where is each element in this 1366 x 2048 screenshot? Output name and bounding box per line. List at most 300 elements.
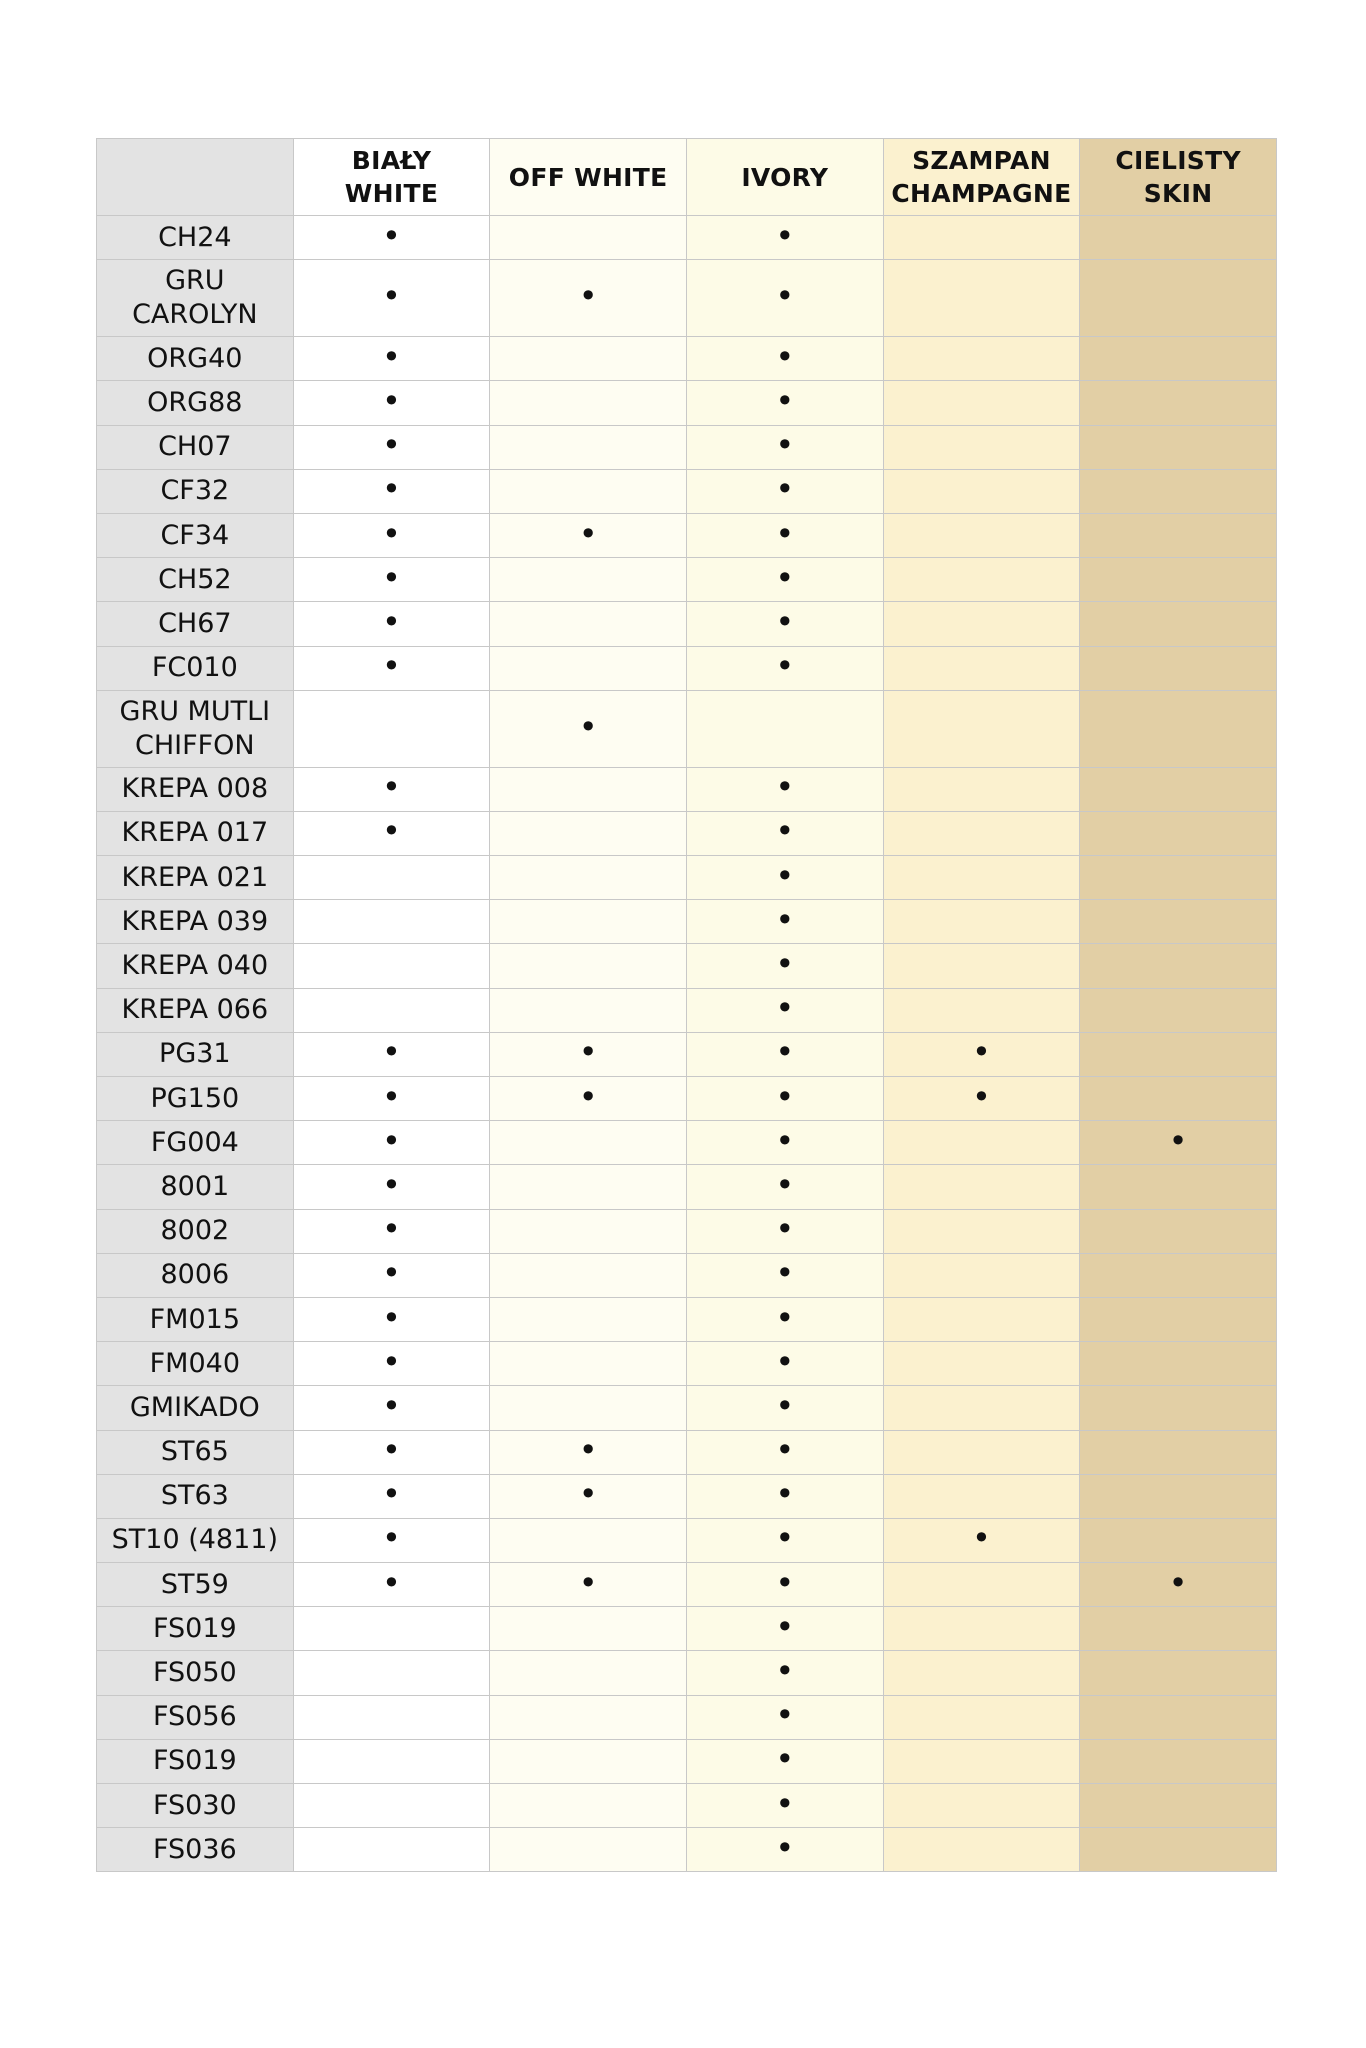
availability-cell — [490, 602, 687, 646]
availability-dot: • — [775, 381, 795, 420]
availability-dot: • — [775, 900, 795, 939]
availability-cell — [1080, 260, 1277, 337]
fabric-name: FG004 — [150, 1126, 239, 1158]
fabric-name: CF34 — [160, 519, 230, 551]
fabric-name-cell — [97, 1518, 294, 1562]
table-row — [97, 513, 1277, 557]
availability-cell — [1080, 856, 1277, 900]
fabric-name-cell — [97, 767, 294, 811]
availability-cell — [490, 1121, 687, 1165]
availability-cell — [686, 856, 883, 900]
fabric-name-cell — [97, 425, 294, 469]
fabric-name: ORG40 — [147, 342, 243, 374]
availability-cell — [686, 602, 883, 646]
availability-dot: • — [775, 337, 795, 376]
availability-dot: • — [775, 1298, 795, 1337]
fabric-name-cell — [97, 1165, 294, 1209]
availability-dot: • — [775, 856, 795, 895]
fabric-name-cell — [97, 856, 294, 900]
availability-cell — [293, 1077, 490, 1121]
availability-cell — [490, 1695, 687, 1739]
table-row — [97, 1563, 1277, 1607]
fabric-name-cell — [97, 1651, 294, 1695]
availability-cell — [1080, 558, 1277, 602]
availability-cell — [686, 1828, 883, 1872]
availability-cell — [490, 1739, 687, 1783]
availability-cell — [883, 602, 1080, 646]
fabric-name: 8006 — [160, 1259, 230, 1291]
availability-dot: • — [382, 1519, 401, 1558]
fabric-name-cell — [97, 1386, 294, 1430]
fabric-name: PG150 — [150, 1082, 240, 1114]
availability-cell — [293, 1297, 490, 1341]
table-row — [97, 1474, 1277, 1518]
table-row — [97, 646, 1277, 690]
availability-cell — [490, 425, 687, 469]
availability-dot: • — [775, 470, 795, 509]
availability-cell — [1080, 1209, 1277, 1253]
availability-dot: • — [1168, 1121, 1188, 1160]
availability-dot: • — [775, 647, 795, 686]
fabric-name: PG31 — [159, 1038, 231, 1070]
fabric-name-cell — [97, 1430, 294, 1474]
availability-cell — [883, 1077, 1080, 1121]
availability-cell — [293, 900, 490, 944]
availability-dot: • — [775, 216, 795, 255]
availability-dot: • — [578, 707, 598, 746]
availability-cell — [686, 988, 883, 1032]
availability-dot: • — [382, 470, 401, 509]
availability-cell — [490, 690, 687, 767]
fabric-name: GMIKADO — [129, 1391, 260, 1423]
fabric-name-cell — [97, 216, 294, 260]
availability-cell — [883, 1165, 1080, 1209]
availability-cell — [1080, 1165, 1277, 1209]
availability-cell — [686, 1695, 883, 1739]
availability-cell — [686, 1386, 883, 1430]
fabric-name: KREPA 066 — [121, 994, 269, 1026]
fabric-name: KREPA 040 — [121, 950, 269, 982]
fabric-name-cell — [97, 381, 294, 425]
availability-cell — [1080, 1695, 1277, 1739]
availability-cell — [1080, 1342, 1277, 1386]
availability-dot: • — [775, 1033, 795, 1072]
availability-cell — [293, 1563, 490, 1607]
availability-dot: • — [382, 514, 401, 553]
availability-cell — [686, 1474, 883, 1518]
availability-cell — [293, 1518, 490, 1562]
availability-cell — [686, 381, 883, 425]
availability-cell — [490, 469, 687, 513]
availability-cell — [490, 767, 687, 811]
availability-dot: • — [382, 1121, 401, 1160]
availability-cell — [490, 216, 687, 260]
table-row — [97, 558, 1277, 602]
table-row — [97, 1828, 1277, 1872]
availability-cell — [293, 1209, 490, 1253]
table-row — [97, 811, 1277, 855]
availability-cell — [490, 381, 687, 425]
fabric-name-cell — [97, 469, 294, 513]
availability-dot: • — [382, 1254, 401, 1293]
table-row — [97, 469, 1277, 513]
header-cielisty-skin: CIELISTY SKIN — [1080, 139, 1277, 216]
availability-dot: • — [775, 514, 795, 553]
availability-dot: • — [1168, 1563, 1188, 1602]
availability-cell — [883, 1651, 1080, 1695]
availability-cell — [686, 425, 883, 469]
availability-dot: • — [578, 1033, 598, 1072]
availability-cell — [293, 1474, 490, 1518]
availability-cell — [686, 558, 883, 602]
availability-dot: • — [775, 1431, 795, 1470]
fabric-name: FM015 — [149, 1303, 241, 1335]
availability-dot: • — [578, 1431, 598, 1470]
availability-dot: • — [382, 1386, 401, 1425]
fabric-name: FC010 — [151, 652, 238, 684]
availability-cell — [686, 1077, 883, 1121]
availability-cell — [686, 216, 883, 260]
availability-cell — [883, 260, 1080, 337]
availability-cell — [686, 646, 883, 690]
availability-cell — [490, 337, 687, 381]
availability-cell — [1080, 1032, 1277, 1076]
fabric-name-cell — [97, 260, 294, 337]
availability-cell — [883, 337, 1080, 381]
availability-cell — [490, 646, 687, 690]
availability-cell — [883, 381, 1080, 425]
availability-dot: • — [382, 768, 401, 807]
availability-cell — [883, 513, 1080, 557]
availability-cell — [883, 1297, 1080, 1341]
availability-cell — [490, 1386, 687, 1430]
fabric-name: GRU — [165, 265, 225, 297]
availability-dot: • — [775, 989, 795, 1028]
fabric-name-cell — [97, 988, 294, 1032]
availability-cell — [686, 337, 883, 381]
availability-cell — [293, 1739, 490, 1783]
table-row — [97, 602, 1277, 646]
availability-cell — [1080, 1828, 1277, 1872]
availability-cell — [686, 1253, 883, 1297]
fabric-name: KREPA 008 — [121, 773, 269, 805]
fabric-name-cell — [97, 900, 294, 944]
availability-cell — [490, 1518, 687, 1562]
availability-dot: • — [775, 1652, 795, 1691]
availability-cell — [293, 260, 490, 337]
availability-cell — [883, 1828, 1080, 1872]
availability-cell — [293, 1784, 490, 1828]
availability-cell — [1080, 944, 1277, 988]
table-row — [97, 1297, 1277, 1341]
availability-cell — [883, 767, 1080, 811]
availability-cell — [490, 260, 687, 337]
availability-cell — [1080, 1607, 1277, 1651]
availability-dot: • — [775, 1696, 795, 1735]
fabric-name: FS019 — [152, 1745, 237, 1777]
fabric-name: CHIFFON — [135, 729, 255, 761]
availability-cell — [686, 1563, 883, 1607]
header-row — [97, 139, 1277, 216]
fabric-name-cell — [97, 646, 294, 690]
table-row — [97, 216, 1277, 260]
availability-dot: • — [775, 602, 795, 641]
availability-dot: • — [775, 1386, 795, 1425]
fabric-name-cell — [97, 1253, 294, 1297]
availability-cell — [883, 690, 1080, 767]
availability-dot: • — [775, 945, 795, 984]
availability-cell — [1080, 1253, 1277, 1297]
availability-cell — [293, 337, 490, 381]
availability-dot: • — [578, 514, 598, 553]
availability-cell — [293, 811, 490, 855]
availability-cell — [1080, 381, 1277, 425]
availability-cell — [293, 558, 490, 602]
availability-cell — [293, 988, 490, 1032]
fabric-name: ORG88 — [147, 386, 243, 418]
availability-cell — [1080, 1077, 1277, 1121]
availability-cell — [490, 1828, 687, 1872]
table-row — [97, 337, 1277, 381]
fabric-name: 8001 — [160, 1170, 230, 1202]
availability-dot: • — [382, 216, 401, 255]
fabric-name: ST59 — [160, 1568, 229, 1600]
availability-cell — [883, 469, 1080, 513]
availability-cell — [490, 900, 687, 944]
fabric-name: KREPA 021 — [121, 861, 269, 893]
availability-dot: • — [775, 426, 795, 465]
availability-cell — [490, 988, 687, 1032]
fabric-name-cell — [97, 1828, 294, 1872]
availability-cell — [1080, 1651, 1277, 1695]
availability-dot: • — [972, 1077, 991, 1116]
availability-cell — [686, 944, 883, 988]
availability-cell — [293, 216, 490, 260]
availability-dot: • — [775, 768, 795, 807]
availability-cell — [686, 690, 883, 767]
availability-cell — [686, 1739, 883, 1783]
fabric-name: FS036 — [152, 1833, 237, 1865]
availability-cell — [293, 1253, 490, 1297]
availability-dot: • — [775, 1121, 795, 1160]
availability-cell — [1080, 216, 1277, 260]
table-row — [97, 988, 1277, 1032]
fabric-name: GRU MUTLI — [119, 695, 271, 727]
availability-cell — [883, 1607, 1080, 1651]
availability-cell — [883, 1386, 1080, 1430]
availability-cell — [686, 900, 883, 944]
availability-dot: • — [775, 1519, 795, 1558]
availability-cell — [883, 1474, 1080, 1518]
availability-cell — [1080, 1121, 1277, 1165]
fabric-name: CH07 — [158, 431, 232, 463]
table-row — [97, 1386, 1277, 1430]
availability-cell — [293, 646, 490, 690]
table-row — [97, 1077, 1277, 1121]
availability-cell — [1080, 1784, 1277, 1828]
availability-dot: • — [775, 1254, 795, 1293]
availability-dot: • — [382, 1431, 401, 1470]
availability-cell — [883, 811, 1080, 855]
availability-cell — [293, 381, 490, 425]
table-row — [97, 1165, 1277, 1209]
availability-cell — [883, 1430, 1080, 1474]
availability-cell — [293, 1032, 490, 1076]
availability-dot: • — [972, 1033, 991, 1072]
fabric-name: CH24 — [158, 221, 232, 253]
table-row — [97, 856, 1277, 900]
fabric-name-cell — [97, 602, 294, 646]
availability-cell — [883, 1518, 1080, 1562]
fabric-name-cell — [97, 690, 294, 767]
fabric-name: ST65 — [160, 1436, 229, 1468]
availability-cell — [1080, 690, 1277, 767]
fabric-name: CH67 — [158, 607, 232, 639]
table-row — [97, 900, 1277, 944]
availability-dot: • — [382, 1033, 401, 1072]
availability-cell — [883, 988, 1080, 1032]
availability-cell — [686, 1518, 883, 1562]
availability-dot: • — [775, 277, 795, 316]
availability-cell — [490, 1077, 687, 1121]
availability-dot: • — [775, 1563, 795, 1602]
fabric-name: ST63 — [160, 1480, 229, 1512]
fabric-name-cell — [97, 337, 294, 381]
availability-cell — [490, 811, 687, 855]
availability-dot: • — [382, 647, 401, 686]
availability-cell — [686, 767, 883, 811]
table-row — [97, 260, 1277, 337]
color-availability-table — [96, 138, 1277, 1872]
availability-dot: • — [382, 426, 401, 465]
availability-cell — [686, 1032, 883, 1076]
availability-cell — [490, 856, 687, 900]
availability-dot: • — [382, 812, 401, 851]
availability-cell — [490, 1430, 687, 1474]
availability-cell — [293, 602, 490, 646]
availability-dot: • — [775, 1828, 795, 1867]
fabric-name: FS019 — [152, 1612, 237, 1644]
availability-cell — [883, 1032, 1080, 1076]
availability-dot: • — [775, 1210, 795, 1249]
availability-cell — [883, 1784, 1080, 1828]
table-row — [97, 425, 1277, 469]
availability-dot: • — [382, 1165, 401, 1204]
availability-cell — [686, 260, 883, 337]
availability-dot: • — [578, 277, 598, 316]
availability-cell — [686, 469, 883, 513]
fabric-name: FM040 — [149, 1347, 241, 1379]
availability-cell — [1080, 425, 1277, 469]
availability-cell — [686, 1165, 883, 1209]
availability-dot: • — [775, 812, 795, 851]
availability-cell — [686, 1784, 883, 1828]
table-row — [97, 1607, 1277, 1651]
availability-dot: • — [775, 1740, 795, 1779]
availability-cell — [293, 767, 490, 811]
header-bialy-white: BIAŁY WHITE — [293, 139, 490, 216]
availability-cell — [686, 1297, 883, 1341]
availability-dot: • — [382, 1563, 401, 1602]
table-row — [97, 1430, 1277, 1474]
availability-cell — [490, 1784, 687, 1828]
availability-cell — [883, 425, 1080, 469]
availability-cell — [490, 1474, 687, 1518]
availability-cell — [490, 1563, 687, 1607]
availability-cell — [1080, 988, 1277, 1032]
availability-cell — [293, 856, 490, 900]
availability-dot: • — [382, 1342, 401, 1381]
availability-cell — [1080, 767, 1277, 811]
availability-cell — [293, 1342, 490, 1386]
availability-cell — [490, 513, 687, 557]
table-row — [97, 944, 1277, 988]
fabric-name: KREPA 039 — [121, 905, 269, 937]
availability-cell — [293, 1828, 490, 1872]
fabric-name-cell — [97, 1209, 294, 1253]
availability-cell — [686, 1607, 883, 1651]
fabric-name: CH52 — [158, 563, 232, 595]
table-row — [97, 690, 1277, 767]
availability-cell — [1080, 1518, 1277, 1562]
fabric-name-cell — [97, 1563, 294, 1607]
fabric-name-cell — [97, 513, 294, 557]
availability-cell — [686, 811, 883, 855]
availability-dot: • — [382, 337, 401, 376]
availability-dot: • — [382, 381, 401, 420]
availability-cell — [1080, 469, 1277, 513]
table-row — [97, 1253, 1277, 1297]
fabric-name: CAROLYN — [132, 299, 258, 331]
availability-cell — [883, 558, 1080, 602]
availability-cell — [1080, 811, 1277, 855]
fabric-name-cell — [97, 1784, 294, 1828]
availability-dot: • — [382, 558, 401, 597]
availability-cell — [686, 1342, 883, 1386]
availability-cell — [883, 216, 1080, 260]
table-row — [97, 1695, 1277, 1739]
availability-cell — [686, 1121, 883, 1165]
fabric-name-cell — [97, 1695, 294, 1739]
availability-dot: • — [775, 1784, 795, 1823]
availability-dot: • — [382, 277, 401, 316]
availability-dot: • — [382, 1298, 401, 1337]
availability-cell — [293, 690, 490, 767]
table-row — [97, 381, 1277, 425]
availability-cell — [883, 1563, 1080, 1607]
availability-dot: • — [775, 558, 795, 597]
header-szampan-champagne: SZAMPAN CHAMPAGNE — [883, 139, 1080, 216]
availability-cell — [293, 1430, 490, 1474]
availability-cell — [490, 1209, 687, 1253]
availability-cell — [490, 944, 687, 988]
availability-cell — [686, 1209, 883, 1253]
availability-dot: • — [775, 1165, 795, 1204]
fabric-name-cell — [97, 1032, 294, 1076]
table-header — [97, 139, 1277, 216]
availability-cell — [686, 1651, 883, 1695]
table-row — [97, 1651, 1277, 1695]
availability-cell — [883, 1253, 1080, 1297]
table-row — [97, 1739, 1277, 1783]
table-row — [97, 1121, 1277, 1165]
availability-cell — [1080, 1563, 1277, 1607]
header-off-white: OFF WHITE — [490, 139, 687, 216]
availability-cell — [883, 856, 1080, 900]
fabric-name-cell — [97, 811, 294, 855]
availability-cell — [490, 1297, 687, 1341]
availability-cell — [1080, 1739, 1277, 1783]
